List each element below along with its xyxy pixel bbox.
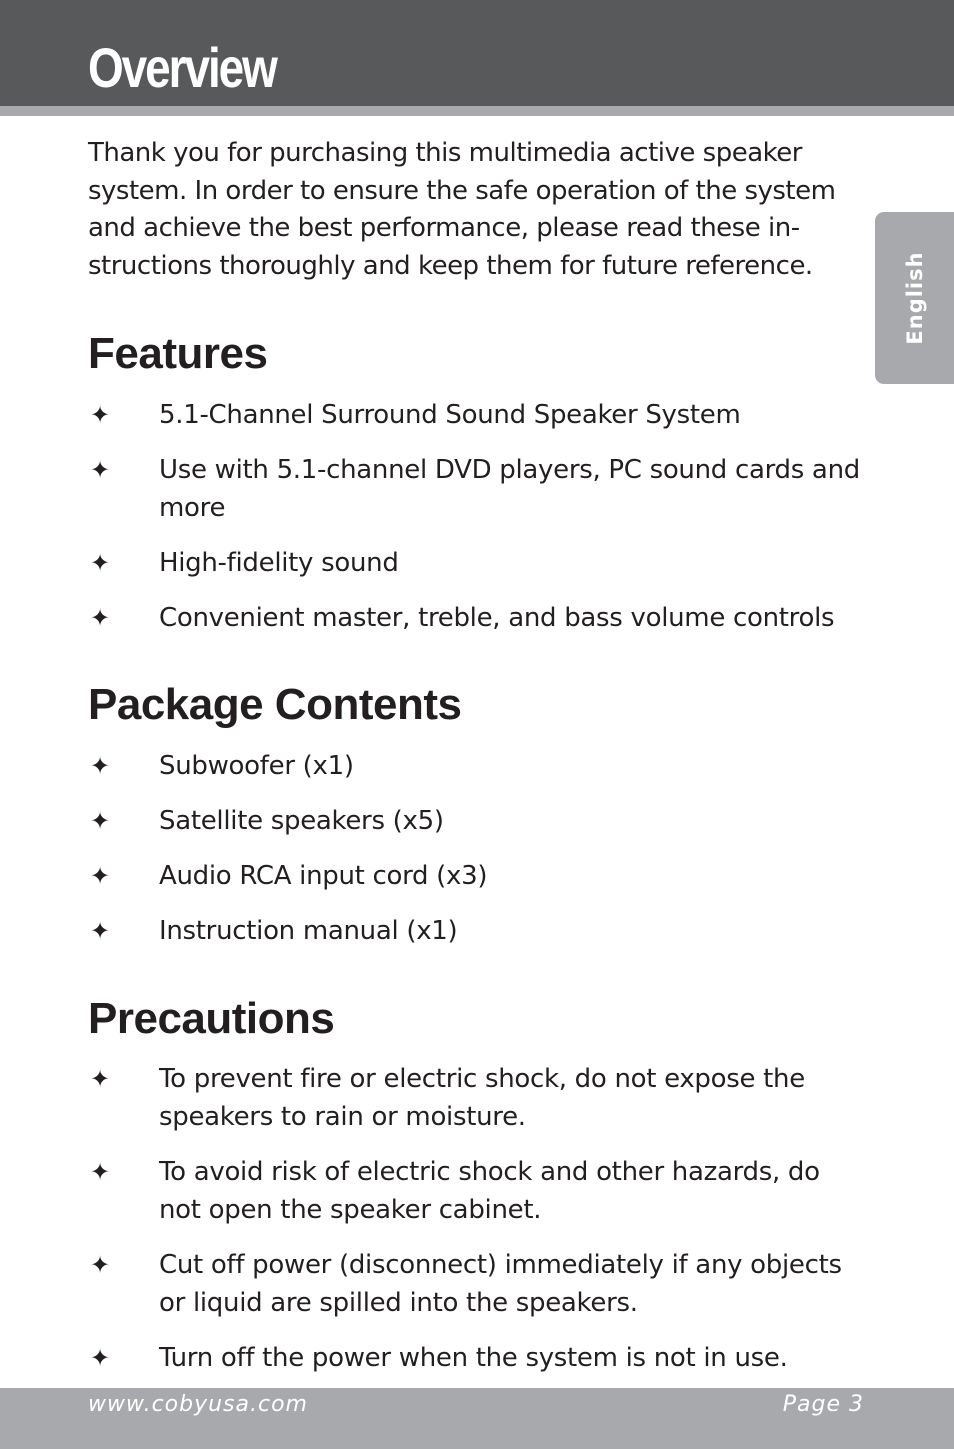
page-title: Overview [88,36,276,99]
language-tab-label: English [902,251,927,345]
list-item [88,396,868,434]
list-item [88,857,868,895]
list-item [88,747,868,785]
language-tab [875,212,954,384]
star-bullet-icon: ✦ [90,604,110,632]
package-contents-list [88,747,868,950]
precautions-list [88,1060,868,1377]
intro-paragraph: Thank you for purchasing this multimedia active speaker system. In order to ensure the safe operation of the system and achieve the best performance, please read these in-structions thoroughly and keep them for future reference. [88,138,836,282]
package-contents-heading: Package Contents [88,680,462,729]
list-item-text: To avoid risk of electric shock and other hazards, do not open the speaker cabinet. [159,1157,820,1225]
star-bullet-icon: ✦ [90,917,110,945]
list-item [88,1060,868,1136]
features-heading: Features [88,329,268,378]
star-bullet-icon: ✦ [90,1158,110,1186]
footer-url: www.cobyusa.com [88,1392,308,1417]
list-item [88,599,868,637]
star-bullet-icon: ✦ [90,549,110,577]
list-item [88,1339,868,1377]
star-bullet-icon: ✦ [90,1344,110,1372]
list-item-text: To prevent fire or electric shock, do not expose the speakers to rain or moisture. [159,1064,805,1132]
list-item-text: Satellite speakers (x5) [159,806,444,836]
list-item-text: Subwoofer (x1) [159,751,354,781]
star-bullet-icon: ✦ [90,401,110,429]
list-item-text: Convenient master, treble, and bass volume controls [159,603,835,633]
star-bullet-icon: ✦ [90,1065,110,1093]
star-bullet-icon: ✦ [90,1251,110,1279]
header-stripe [0,106,954,116]
list-item-text: Use with 5.1-channel DVD players, PC sound cards and more [159,455,860,523]
star-bullet-icon: ✦ [90,807,110,835]
page-number: Page 3 [782,1392,864,1417]
list-item-text: Cut off power (disconnect) immediately if any objects or liquid are spilled into the speakers. [159,1250,842,1318]
list-item [88,1246,868,1322]
star-bullet-icon: ✦ [90,862,110,890]
list-item-text: High-fidelity sound [159,548,399,578]
list-item-text: 5.1-Channel Surround Sound Speaker System [159,400,741,430]
star-bullet-icon: ✦ [90,456,110,484]
list-item-text: Audio RCA input cord (x3) [159,861,488,891]
precautions-heading: Precautions [88,994,335,1043]
list-item [88,1153,868,1229]
list-item-text: Turn off the power when the system is not in use. [159,1343,788,1373]
features-list [88,396,868,637]
list-item [88,544,868,582]
list-item [88,802,868,840]
list-item [88,912,868,950]
list-item-text: Instruction manual (x1) [159,916,458,946]
star-bullet-icon: ✦ [90,752,110,780]
list-item [88,451,868,527]
